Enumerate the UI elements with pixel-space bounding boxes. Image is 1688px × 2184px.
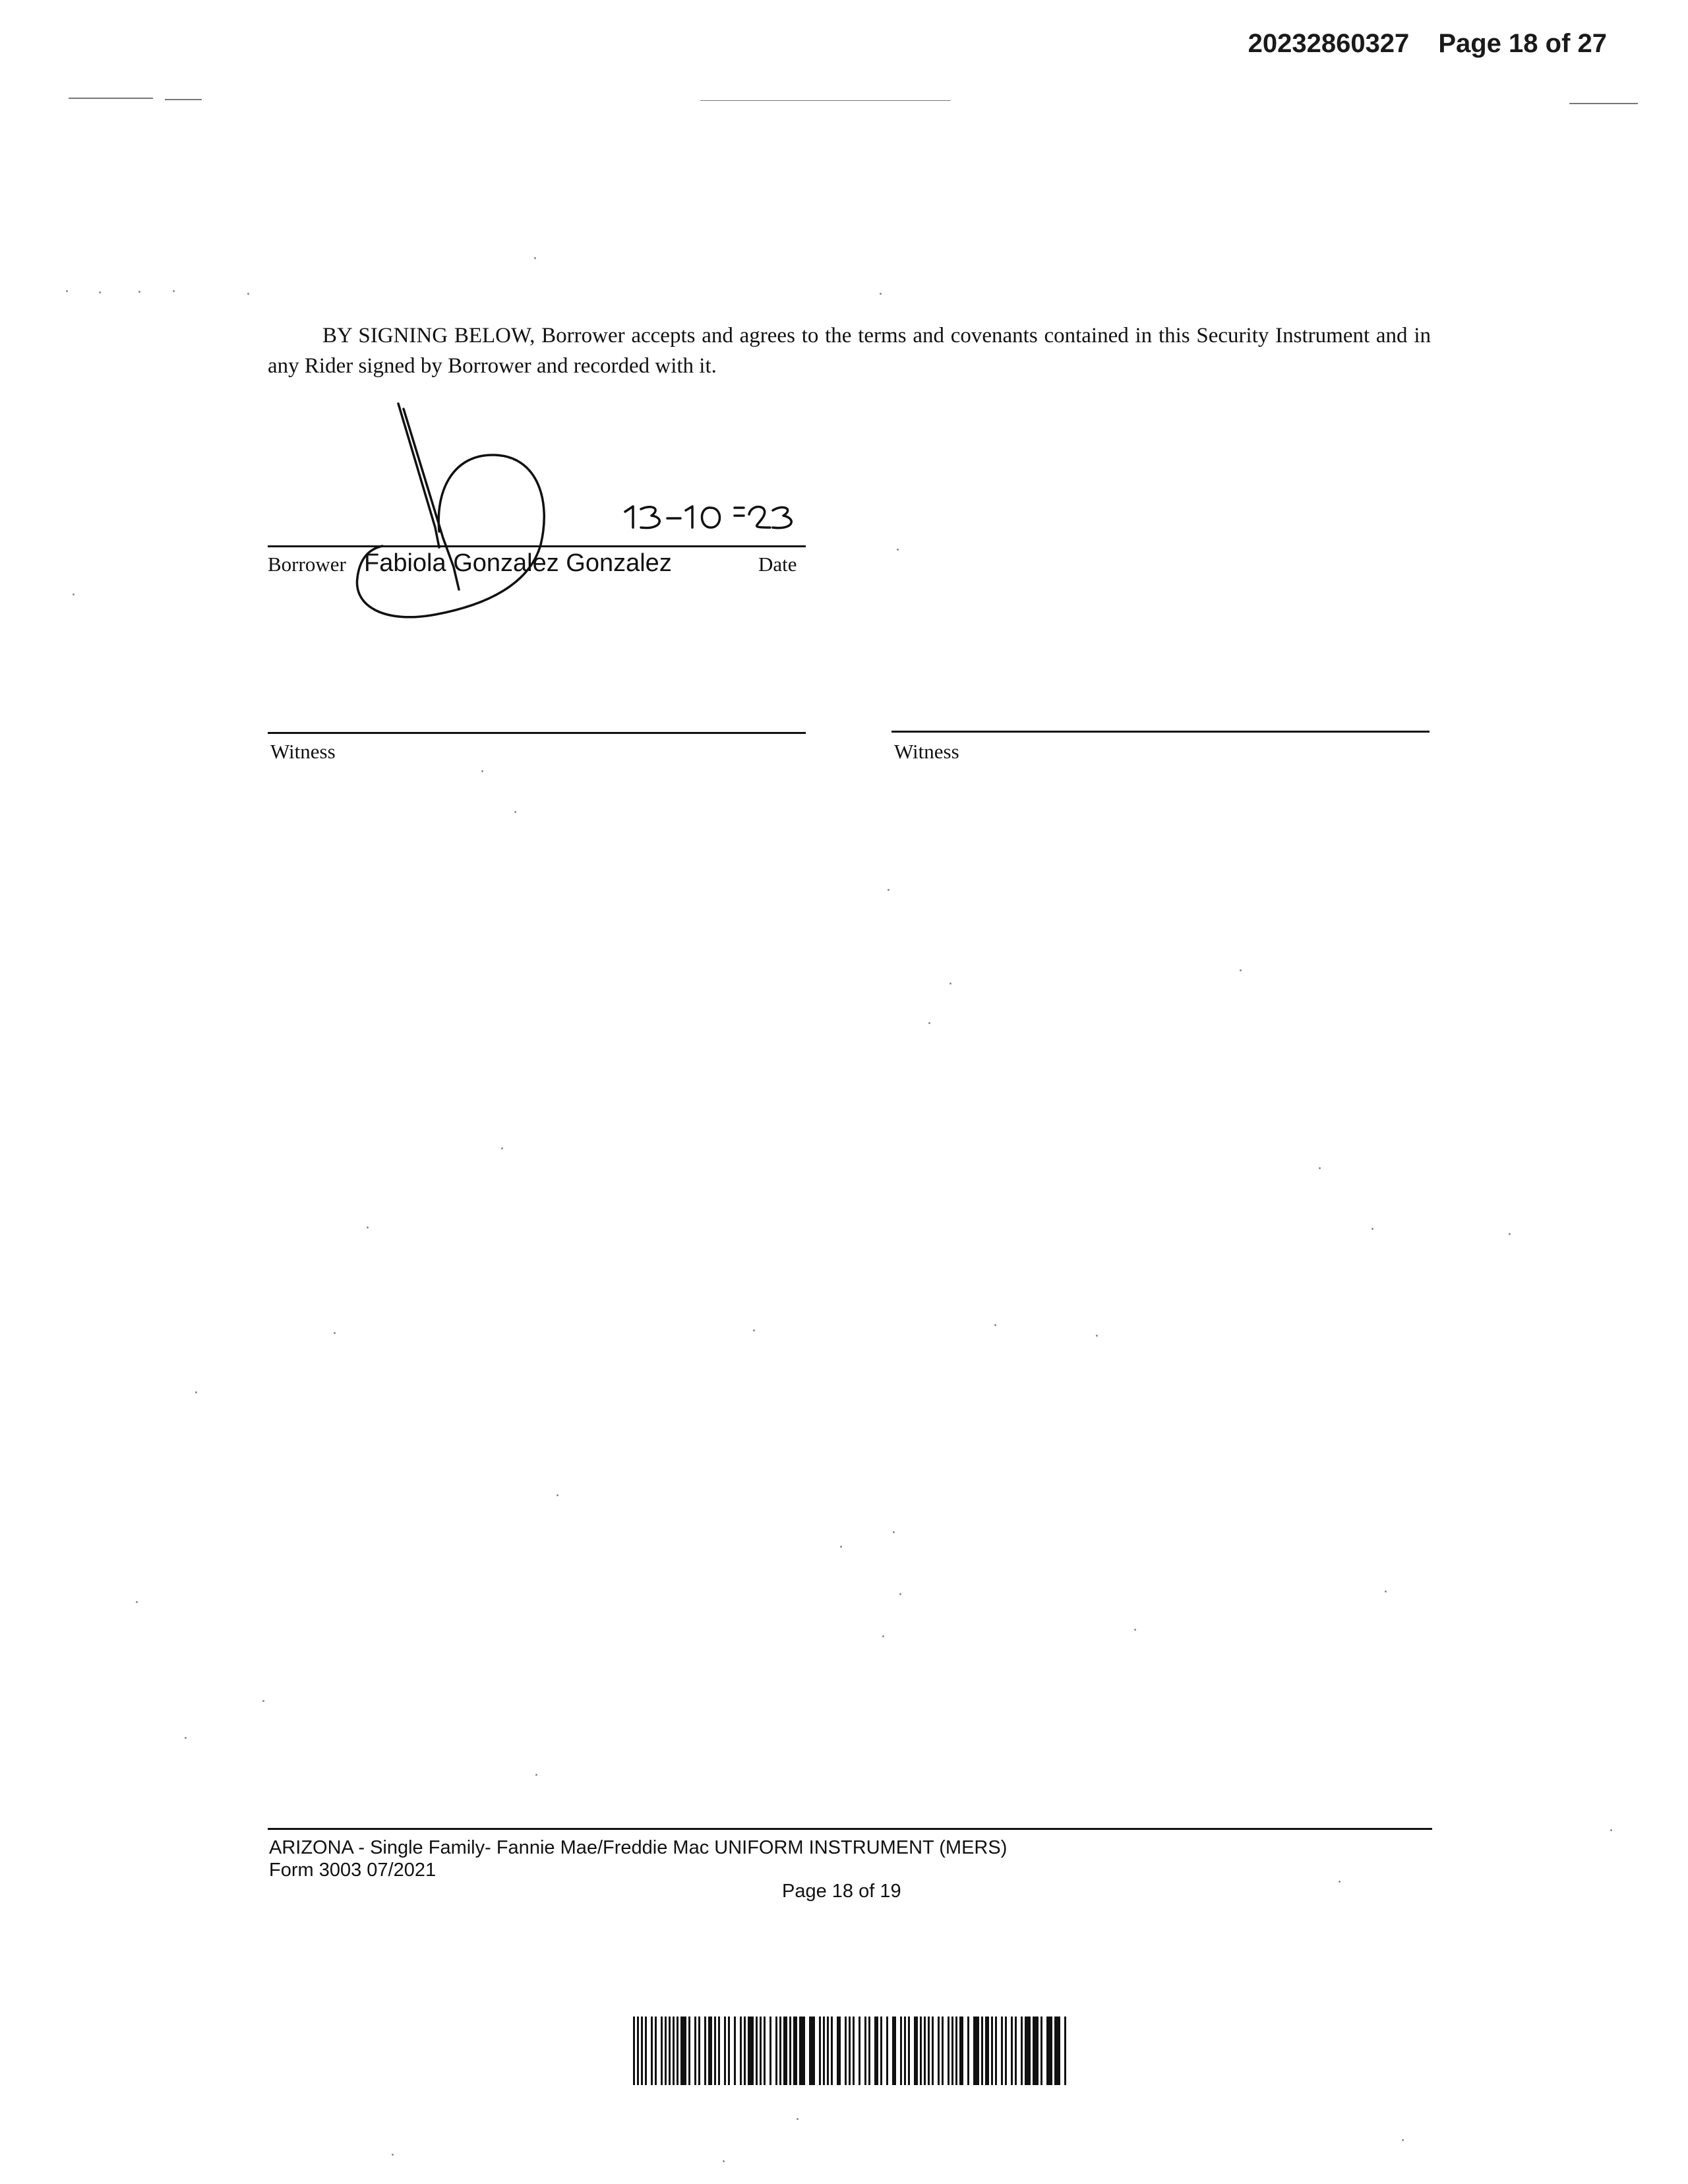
scan-speck (899, 1593, 901, 1595)
barcode-bar (775, 2017, 777, 2085)
barcode-bar (892, 2017, 896, 2085)
barcode-bar (859, 2017, 860, 2085)
barcode-bar (932, 2017, 934, 2085)
barcode-bar (748, 2017, 754, 2085)
barcode-bar (688, 2017, 690, 2085)
barcode-bar (1064, 2017, 1066, 2085)
barcode-bar (651, 2017, 653, 2085)
scan-speck (1134, 1629, 1136, 1631)
scan-speck (334, 1332, 336, 1334)
barcode-bar (985, 2017, 989, 2085)
scan-speck (73, 593, 75, 595)
barcode-bar (769, 2017, 771, 2085)
scan-speck (262, 1700, 264, 1702)
barcode-bar (783, 2017, 787, 2085)
barcode-bar (981, 2017, 983, 2085)
form-number: Form 3003 07/2021 (269, 1860, 437, 1881)
recording-page: Page 18 of 27 (1438, 29, 1607, 58)
scan-speck (136, 1601, 138, 1603)
witness-line-right (891, 731, 1430, 733)
scan-speck (797, 2118, 799, 2120)
scan-dash (700, 100, 951, 101)
form-title: ARIZONA - Single Family- Fannie Mae/Freddie Mac UNIFORM INSTRUMENT (MERS) (269, 1837, 1008, 1858)
barcode-bar (1001, 2017, 1003, 2085)
scan-speck (1610, 1829, 1612, 1831)
form-page: Page 18 of 19 (782, 1881, 901, 1902)
barcode-bar (661, 2017, 663, 2085)
scan-speck (1372, 1228, 1373, 1230)
scan-speck (840, 1546, 842, 1548)
barcode-bar (1015, 2017, 1017, 2085)
barcode-bar (809, 2017, 815, 2085)
barcode-bar (908, 2017, 910, 2085)
barcode-bar (645, 2017, 647, 2085)
barcode-bar (744, 2017, 746, 2085)
barcode-bar (1033, 2017, 1039, 2085)
barcode-bar (880, 2017, 882, 2085)
scan-speck (1385, 1591, 1387, 1592)
barcode-bar (973, 2017, 979, 2085)
scan-speck (1096, 1335, 1098, 1337)
barcode-bar (959, 2017, 963, 2085)
scan-dash (165, 99, 202, 100)
witness-line-left (268, 732, 806, 734)
barcode-bar (831, 2017, 833, 2085)
barcode-bar (849, 2017, 851, 2085)
barcode-bar (740, 2017, 742, 2085)
recording-number: 20232860327 (1248, 29, 1410, 58)
barcode-bar (694, 2017, 696, 2085)
scan-speck (723, 2160, 725, 2162)
scan-speck (514, 811, 516, 813)
barcode-bar (827, 2017, 829, 2085)
barcode-bar (793, 2017, 797, 2085)
footer-rule (268, 1828, 1432, 1830)
scan-speck (535, 1774, 537, 1776)
barcode-bar (1005, 2017, 1007, 2085)
barcode-bar (900, 2017, 902, 2085)
scan-speck (138, 291, 140, 293)
barcode-bar (837, 2017, 841, 2085)
barcode-bar (637, 2017, 639, 2085)
document-barcode (633, 2017, 1068, 2085)
scan-speck (1509, 1233, 1511, 1235)
scan-speck (882, 1635, 884, 1637)
barcode-bar (868, 2017, 870, 2085)
barcode-bar (779, 2017, 781, 2085)
barcode-bar (955, 2017, 957, 2085)
barcode-bar (991, 2017, 993, 2085)
barcode-bar (928, 2017, 930, 2085)
acceptance-text: BY SIGNING BELOW, Borrower accepts and agrees to the terms and covenants contained in this Security Instrument and in any Rider signed by Borrower and recorded with it. (268, 324, 1431, 378)
barcode-bar (655, 2017, 657, 2085)
scan-speck (247, 293, 249, 295)
witness-label-right: Witness (894, 740, 959, 763)
barcode-bar (904, 2017, 906, 2085)
scan-speck (897, 549, 899, 551)
borrower-name: Fabiola Gonzalez Gonzalez (364, 549, 672, 577)
scan-speck (501, 1147, 503, 1149)
scan-speck (893, 1531, 895, 1533)
acceptance-paragraph (268, 320, 1431, 381)
barcode-bar (669, 2017, 671, 2085)
barcode-bar (874, 2017, 878, 2085)
witness-label-left: Witness (270, 740, 336, 763)
barcode-bar (665, 2017, 667, 2085)
barcode-bar (714, 2017, 716, 2085)
scan-speck (195, 1391, 197, 1393)
scan-speck (392, 2154, 394, 2156)
barcode-bar (633, 2017, 635, 2085)
barcode-bar (845, 2017, 847, 2085)
scan-speck (367, 1227, 369, 1228)
scan-speck (1319, 1167, 1321, 1169)
barcode-bar (704, 2017, 706, 2085)
date-label: Date (758, 553, 797, 576)
scan-speck (1402, 2139, 1404, 2141)
scan-speck (880, 293, 882, 295)
scan-speck (185, 1737, 187, 1739)
scan-speck (99, 291, 101, 293)
borrower-signature (343, 396, 818, 646)
barcode-bar (1040, 2017, 1042, 2085)
scan-speck (1339, 1881, 1341, 1883)
barcode-bar (764, 2017, 766, 2085)
barcode-bar (673, 2017, 675, 2085)
barcode-bar (920, 2017, 922, 2085)
barcode-bar (698, 2017, 700, 2085)
barcode-bar (728, 2017, 730, 2085)
scan-speck (534, 257, 536, 259)
barcode-bar (677, 2017, 678, 2085)
barcode-bar (853, 2017, 855, 2085)
barcode-bar (1021, 2017, 1023, 2085)
barcode-bar (734, 2017, 736, 2085)
barcode-bar (914, 2017, 918, 2085)
scan-speck (1240, 969, 1242, 971)
barcode-bar (756, 2017, 758, 2085)
scan-dash (69, 98, 153, 99)
scan-speck (888, 889, 889, 891)
barcode-bar (924, 2017, 926, 2085)
barcode-bar (1046, 2017, 1052, 2085)
borrower-label: Borrower (268, 553, 346, 576)
barcode-bar (823, 2017, 825, 2085)
barcode-bar (799, 2017, 805, 2085)
barcode-bar (724, 2017, 726, 2085)
barcode-bar (1025, 2017, 1031, 2085)
borrower-signature-line (268, 545, 806, 547)
scan-speck (753, 1329, 755, 1331)
recording-header (1248, 29, 1607, 59)
barcode-bar (1054, 2017, 1060, 2085)
barcode-bar (708, 2017, 712, 2085)
barcode-bar (995, 2017, 997, 2085)
barcode-bar (819, 2017, 821, 2085)
barcode-bar (760, 2017, 762, 2085)
scan-speck (994, 1324, 996, 1326)
barcode-bar (718, 2017, 720, 2085)
scan-speck (950, 983, 951, 985)
barcode-bar (886, 2017, 888, 2085)
scan-speck (928, 1022, 930, 1024)
barcode-bar (641, 2017, 643, 2085)
scan-speck (66, 290, 68, 292)
barcode-bar (942, 2017, 944, 2085)
scan-speck (557, 1494, 558, 1496)
scan-speck (173, 290, 175, 292)
scan-speck (481, 770, 483, 772)
barcode-bar (1011, 2017, 1013, 2085)
barcode-bar (789, 2017, 791, 2085)
barcode-bar (948, 2017, 950, 2085)
barcode-bar (864, 2017, 866, 2085)
scan-dash (1569, 103, 1638, 104)
barcode-bar (951, 2017, 953, 2085)
barcode-bar (967, 2017, 969, 2085)
barcode-bar (938, 2017, 940, 2085)
barcode-bar (680, 2017, 686, 2085)
